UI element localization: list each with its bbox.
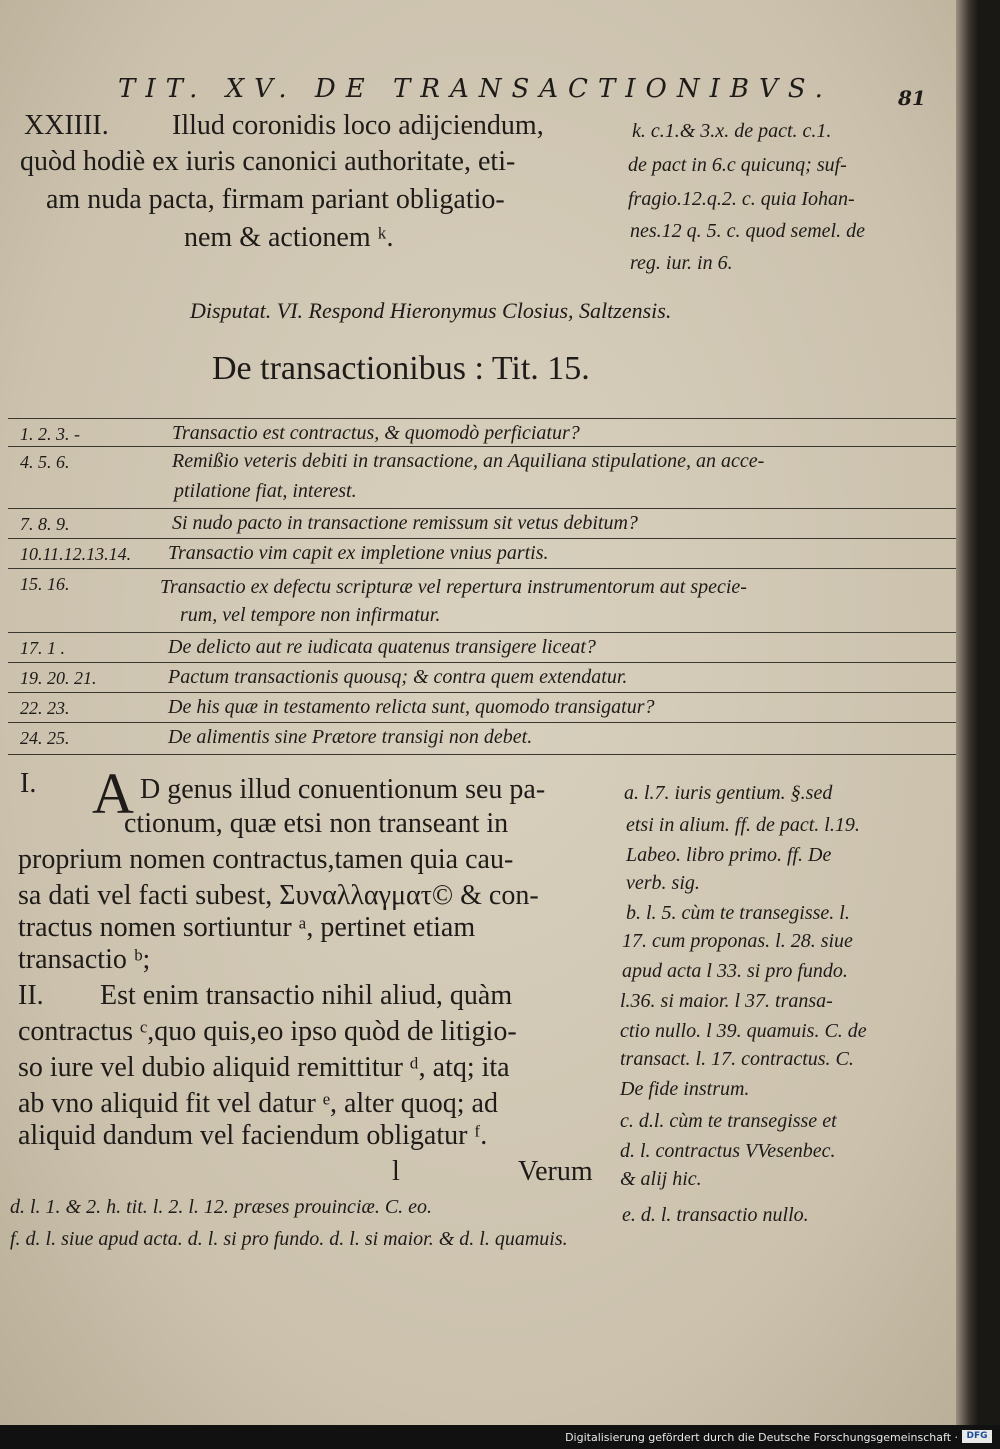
top-margin-note-line: k. c.1.& 3.x. de pact. c.1. [632,120,832,142]
margin-note-line: transact. l. 17. contractus. C. [620,1048,854,1070]
summary-text: De his quæ in testamento relicta sunt, quomodo transigatur? [168,696,655,718]
margin-note-line: apud acta l 33. si pro fundo. [622,960,848,982]
summary-numbers: 10.11.12.13.14. [20,544,132,564]
footnote-f: f. d. l. siue apud acta. d. l. si pro fundo. d. l. si maior. & d. l. quamuis. [10,1228,568,1250]
summary-numbers: 7. 8. 9. [20,514,70,534]
divider [8,632,963,633]
section-number-i: I. [20,768,37,799]
margin-note-line: Labeo. libro primo. ff. De [626,844,832,866]
margin-note-line: a. l.7. iuris gentium. §.sed [624,782,833,804]
summary-numbers: 24. 25. [20,728,70,748]
summary-text: Pactum transactionis quousq; & contra quem extendatur. [168,666,628,688]
page-number: 81 [898,86,926,110]
top-margin-note-line: fragio.12.q.2. c. quia Iohan- [628,188,855,210]
digitization-footer [0,1425,1000,1449]
body-line-4: sa dati vel facti subest, Συναλλαγματ© & con- [18,880,539,911]
top-margin-note-line: nes.12 q. 5. c. quod semel. de [630,220,865,242]
body-line-6: transactio ᵇ; [18,944,151,975]
divider [8,538,963,539]
margin-note-line: ctio nullo. l 39. quamuis. C. de [620,1020,867,1042]
margin-note-line: l.36. si maior. l 37. transa- [620,990,833,1012]
summary-text: Transactio ex defectu scripturæ vel repertura instrumentorum aut specie- [160,576,747,598]
body-line-8: contractus ᶜ,quo quis,eo ipso quòd de litigio- [18,1016,517,1047]
summary-text: De alimentis sine Prætore transigi non debet. [168,726,533,748]
section-number-ii: II. [18,980,44,1011]
divider [8,692,963,693]
margin-note-line: De fide instrum. [620,1078,750,1100]
summary-text: Transactio est contractus, & quomodò perficiatur? [172,422,580,444]
body-line-9: so iure vel dubio aliquid remittitur ᵈ, atq; ita [18,1052,510,1083]
catchword: Verum [518,1156,593,1187]
body-line-5: tractus nomen sortiuntur ᵃ, pertinet etiam [18,912,476,943]
summary-text: Si nudo pacto in transactione remissum sit vetus debitum? [172,512,638,534]
divider [8,446,963,447]
drop-capital: A [92,761,134,826]
section-number-xxiiii: XXIIII. [24,110,109,141]
summary-text: Transactio vim capit ex impletione vnius partis. [168,542,549,564]
body-line-10: ab vno aliquid fit vel datur ᵉ, alter quoq; ad [18,1088,498,1119]
body-line-1: D genus illud conuentionum seu pa- [140,774,546,805]
disputation-line: Disputat. VI. Respond Hieronymus Closius, Saltzensis. [190,298,672,323]
divider [8,418,963,419]
signature-mark: l [392,1156,400,1187]
footnote-d: d. l. 1. & 2. h. tit. l. 2. l. 12. præses prouinciæ. C. eo. [10,1196,433,1218]
margin-note-line: etsi in alium. ff. de pact. l.19. [626,814,860,836]
top-line-2: quòd hodiè ex iuris canonici authoritate, eti- [20,146,516,177]
footnote-e: e. d. l. transactio nullo. [622,1204,809,1226]
divider [8,508,963,509]
margin-note-line: c. d.l. cùm te transegisse et [620,1110,837,1132]
summary-text: ptilatione fiat, interest. [174,480,357,502]
top-line-3: am nuda pacta, firmam pariant obligatio- [46,184,505,215]
margin-note-line: d. l. contractus VVesenbec. [620,1140,836,1162]
top-margin-note-line: reg. iur. in 6. [630,252,733,274]
summary-text: De delicto aut re iudicata quatenus transigere liceat? [168,636,596,658]
divider [8,754,963,755]
summary-numbers: 4. 5. 6. [20,452,70,472]
body-line-2: ctionum, quæ etsi non transeant in [124,808,509,839]
top-line-1: Illud coronidis loco adijciendum, [172,110,544,141]
margin-note-line: & alij hic. [620,1168,702,1190]
divider [8,722,963,723]
top-margin-note-line: de pact in 6.c quicunq; suf- [628,154,847,176]
footer-credit: Digitalisierung gefördert durch die Deutsche Forschungsgemeinschaft · [565,1431,958,1444]
summary-text: rum, vel tempore non infirmatur. [180,604,441,626]
divider [8,568,963,569]
chapter-title: De transactionibus : Tit. 15. [212,350,590,387]
summary-numbers: 15. 16. [20,574,70,594]
divider [8,662,963,663]
margin-note-line: b. l. 5. cùm te transegisse. l. [626,902,850,924]
summary-numbers: 19. 20. 21. [20,668,97,688]
summary-numbers: 22. 23. [20,698,70,718]
running-title: TIT. XV. DE TRANSACTIONIBVS. [118,74,833,104]
summary-text: Remißio veteris debiti in transactione, an Aquiliana stipulatione, an acce- [172,450,765,472]
body-line-7: Est enim transactio nihil aliud, quàm [100,980,513,1011]
page-gutter [956,0,978,1425]
dfg-logo: DFG [962,1430,992,1443]
margin-note-line: verb. sig. [626,872,700,894]
margin-note-line: 17. cum proponas. l. 28. siue [622,930,853,952]
summary-numbers: 1. 2. 3. - [20,424,80,444]
summary-numbers: 17. 1 . [20,638,65,658]
body-line-3: proprium nomen contractus,tamen quia cau- [18,844,514,875]
top-line-4: nem & actionem ᵏ. [184,222,394,253]
body-line-11: aliquid dandum vel faciendum obligatur ᶠ. [18,1120,488,1151]
